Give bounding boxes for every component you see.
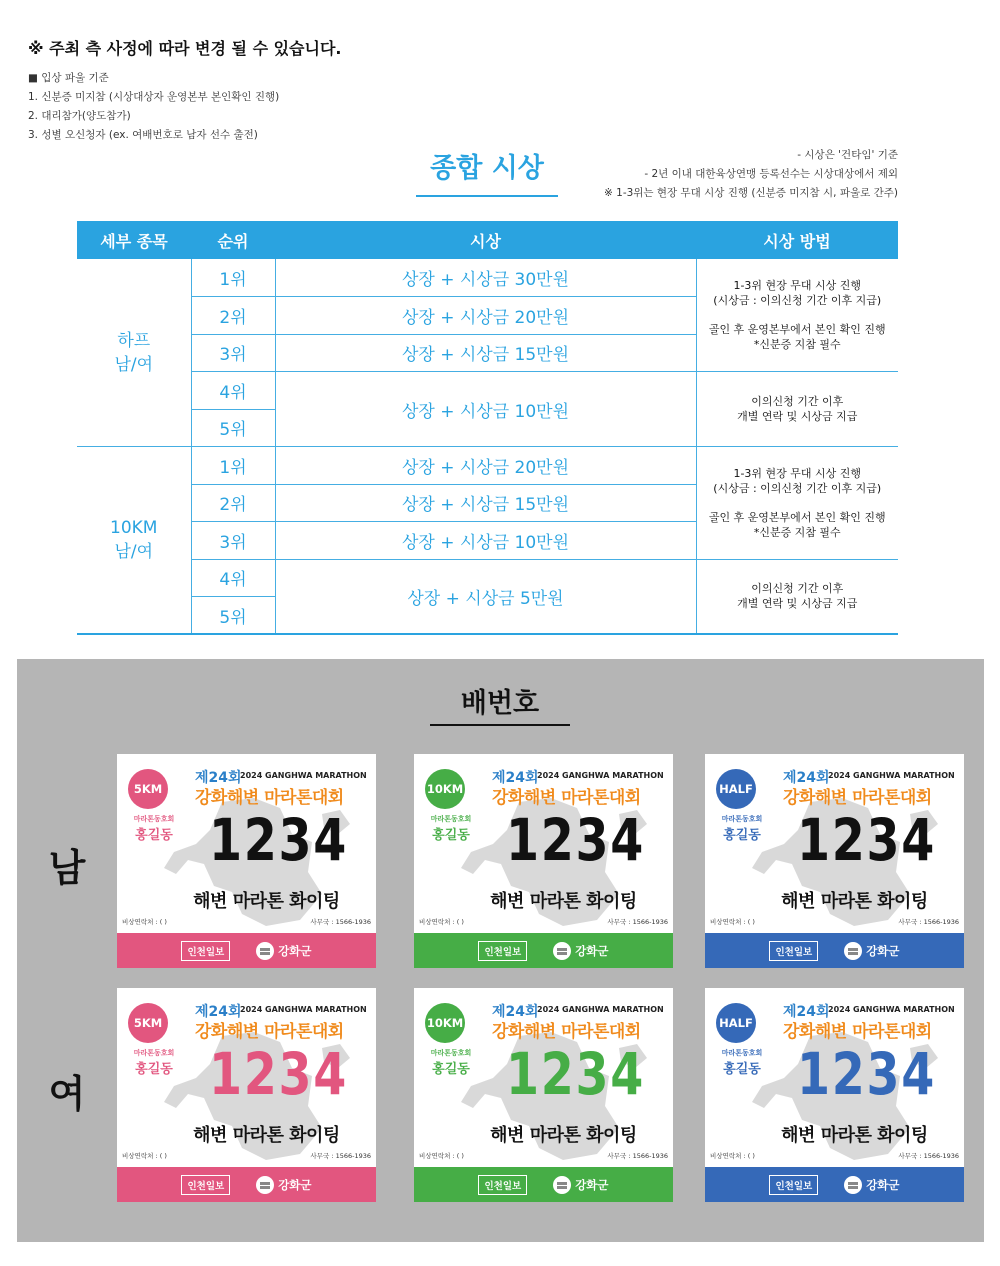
rank-cell: 5위 (191, 597, 275, 635)
edition-label: 제24회 (783, 770, 830, 786)
sponsor-logo-ganghwa (553, 1176, 608, 1194)
prize-cell: 상장 + 시상금 10만원 (275, 522, 696, 560)
prize-cell: 상장 + 시상금 15만원 (275, 484, 696, 522)
rank-cell: 2위 (191, 484, 275, 522)
sponsor-logo-ganghwa (256, 942, 311, 960)
prize-cell: 상장 + 시상금 20만원 (275, 447, 696, 485)
method-line: *신분증 지참 필수 (753, 338, 841, 351)
bib-card (705, 988, 964, 1202)
prize-cell: 상장 + 시상금 10만원 (275, 372, 696, 447)
sponsor-logo-ganghwa (256, 1176, 311, 1194)
runner-name: 홍길동 (723, 828, 761, 843)
office-contact: 사무국 : 1566-1936 (310, 1152, 371, 1160)
club-name: 마라톤동호회 (430, 1049, 472, 1057)
bib-number: 1234 (797, 806, 936, 874)
edition-label: 제24회 (492, 1004, 539, 1020)
table-row (77, 259, 898, 297)
ganghwa-emblem-icon (844, 1176, 862, 1194)
prize-cell: 상장 + 시상금 30만원 (275, 259, 696, 297)
english-title: 2024 GANGHWA MARATHON (537, 771, 664, 780)
slogan: 해변 마라톤 화이팅 (193, 891, 340, 912)
emergency-contact: 비상연락처 : ( ) (419, 1152, 464, 1160)
ganghwa-emblem-icon (844, 942, 862, 960)
awards-table (77, 221, 898, 635)
notice-title: ※ 주최 측 사정에 따라 변경 될 수 있습니다. (28, 39, 342, 58)
bib-card (705, 754, 964, 968)
bib-title: 배번호 (460, 688, 540, 719)
edition-label: 제24회 (195, 770, 242, 786)
method-cell (696, 559, 898, 634)
course-badge: HALF (716, 1003, 756, 1043)
method-line: 이의신청 기간 이후 (751, 582, 844, 596)
office-contact: 사무국 : 1566-1936 (607, 918, 668, 926)
sponsor-name: 강화군 (575, 1177, 609, 1192)
gender-label-female: 여 (48, 1072, 86, 1116)
club-name: 마라톤동호회 (430, 815, 472, 823)
table-row (77, 447, 898, 485)
rank-cell: 4위 (191, 372, 275, 410)
bib-title-underline (430, 724, 570, 726)
ganghwa-emblem-icon (553, 942, 571, 960)
sponsor-logo-incheon-ilbo: 인천일보 (769, 1175, 818, 1195)
method-line: (시상금 : 이의신청 기간 이후 지급) (713, 294, 882, 307)
rank-cell: 1위 (191, 447, 275, 485)
method-line: (시상금 : 이의신청 기간 이후 지급) (713, 481, 882, 495)
edition-label: 제24회 (492, 770, 539, 786)
sponsor-logo-ganghwa (553, 942, 608, 960)
bib-footer (705, 1167, 964, 1202)
event-name: 강화해변 마라톤대회 (783, 1022, 932, 1042)
bib-number: 1234 (209, 806, 348, 874)
method-cell (696, 259, 898, 372)
runner-name: 홍길동 (432, 1062, 470, 1077)
category-cell (77, 447, 191, 635)
rank-cell: 3위 (191, 334, 275, 372)
ganghwa-emblem-icon (256, 1176, 274, 1194)
slogan: 해변 마라톤 화이팅 (781, 1125, 928, 1146)
event-name: 강화해변 마라톤대회 (492, 788, 641, 808)
english-title: 2024 GANGHWA MARATHON (240, 1005, 367, 1014)
english-title: 2024 GANGHWA MARATHON (828, 771, 955, 780)
header-method: 시상 방법 (696, 221, 898, 259)
bib-card (414, 988, 673, 1202)
notice-line: 3. 성별 오신청자 (ex. 여배번호로 남자 선수 출전) (28, 129, 258, 141)
bib-card (414, 754, 673, 968)
award-notes (604, 146, 898, 203)
method-line: 골인 후 운영본부에서 본인 확인 진행 (708, 510, 886, 524)
course-badge: 5KM (128, 769, 168, 809)
awards-title-underline (416, 195, 558, 197)
sponsor-name: 강화군 (866, 943, 900, 958)
method-line: 개별 연락 및 시상금 지급 (737, 410, 858, 423)
header-category: 세부 종목 (77, 221, 191, 259)
notice-section (28, 36, 342, 145)
office-contact: 사무국 : 1566-1936 (310, 918, 371, 926)
course-badge: 10KM (425, 1003, 465, 1043)
bib-footer (414, 1167, 673, 1202)
emergency-contact: 비상연락처 : ( ) (419, 918, 464, 926)
runner-name: 홍길동 (723, 1062, 761, 1077)
bib-footer (117, 1167, 376, 1202)
club-name: 마라톤동호회 (721, 1049, 763, 1057)
sponsor-logo-ganghwa (844, 1176, 899, 1194)
club-name: 마라톤동호회 (721, 815, 763, 823)
method-cell (696, 447, 898, 560)
course-badge: 5KM (128, 1003, 168, 1043)
prize-cell: 상장 + 시상금 20만원 (275, 297, 696, 335)
emergency-contact: 비상연락처 : ( ) (710, 1152, 755, 1160)
sponsor-logo-incheon-ilbo: 인천일보 (478, 941, 527, 961)
edition-label: 제24회 (783, 1004, 830, 1020)
method-line: *신분증 지참 필수 (753, 525, 841, 539)
bib-card (117, 988, 376, 1202)
club-name: 마라톤동호회 (133, 1049, 175, 1057)
rank-cell: 4위 (191, 559, 275, 597)
english-title: 2024 GANGHWA MARATHON (828, 1005, 955, 1014)
sponsor-logo-incheon-ilbo: 인천일보 (181, 941, 230, 961)
course-badge: 10KM (425, 769, 465, 809)
runner-name: 홍길동 (135, 1062, 173, 1077)
bib-footer (414, 933, 673, 968)
notice-line: ■ 입상 파울 기준 (28, 72, 109, 84)
table-row (77, 372, 898, 410)
bib-number: 1234 (209, 1040, 348, 1108)
prize-cell: 상장 + 시상금 15만원 (275, 334, 696, 372)
rank-cell: 1위 (191, 259, 275, 297)
slogan: 해변 마라톤 화이팅 (490, 891, 637, 912)
gender-label-male: 남 (48, 846, 86, 890)
rank-cell: 3위 (191, 522, 275, 560)
slogan: 해변 마라톤 화이팅 (490, 1125, 637, 1146)
office-contact: 사무국 : 1566-1936 (898, 1152, 959, 1160)
method-line: 이의신청 기간 이후 (751, 395, 844, 408)
english-title: 2024 GANGHWA MARATHON (537, 1005, 664, 1014)
office-contact: 사무국 : 1566-1936 (898, 918, 959, 926)
award-note: - 시상은 '건타임' 기준 (797, 149, 898, 161)
header-rank: 순위 (191, 221, 275, 259)
method-line: 1-3위 현장 무대 시상 진행 (733, 466, 862, 480)
award-note: ※ 1-3위는 현장 무대 시상 진행 (신분증 미지참 시, 파울로 간주) (604, 187, 898, 199)
slogan: 해변 마라톤 화이팅 (193, 1125, 340, 1146)
bib-number: 1234 (797, 1040, 936, 1108)
event-name: 강화해변 마라톤대회 (195, 1022, 344, 1042)
award-note: - 2년 이내 대한육상연맹 등록선수는 시상대상에서 제외 (644, 168, 898, 180)
rank-cell: 2위 (191, 297, 275, 335)
sponsor-name: 강화군 (575, 943, 609, 958)
sponsor-name: 강화군 (278, 943, 312, 958)
event-name: 강화해변 마라톤대회 (783, 788, 932, 808)
sponsor-logo-incheon-ilbo: 인천일보 (181, 1175, 230, 1195)
slogan: 해변 마라톤 화이팅 (781, 891, 928, 912)
bib-section (17, 659, 984, 1242)
rank-cell: 5위 (191, 409, 275, 447)
prize-cell: 상장 + 시상금 5만원 (275, 559, 696, 634)
notice-line: 1. 신분증 미지참 (시상대상자 운영본부 본인확인 진행) (28, 91, 280, 103)
bib-footer (705, 933, 964, 968)
emergency-contact: 비상연락처 : ( ) (122, 918, 167, 926)
method-line: 개별 연락 및 시상금 지급 (737, 597, 858, 611)
runner-name: 홍길동 (432, 828, 470, 843)
awards-title: 종합 시상 (430, 153, 544, 184)
bib-number: 1234 (506, 1040, 645, 1108)
notice-line: 2. 대리참가(양도참가) (28, 110, 131, 122)
method-line: 골인 후 운영본부에서 본인 확인 진행 (708, 323, 886, 336)
sponsor-logo-ganghwa (844, 942, 899, 960)
event-name: 강화해변 마라톤대회 (195, 788, 344, 808)
awards-header-row (77, 221, 898, 259)
sponsor-name: 강화군 (866, 1177, 900, 1192)
event-name: 강화해변 마라톤대회 (492, 1022, 641, 1042)
edition-label: 제24회 (195, 1004, 242, 1020)
sponsor-logo-incheon-ilbo: 인천일보 (478, 1175, 527, 1195)
bib-footer (117, 933, 376, 968)
bib-number: 1234 (506, 806, 645, 874)
club-name: 마라톤동호회 (133, 815, 175, 823)
emergency-contact: 비상연락처 : ( ) (122, 1152, 167, 1160)
category-cell (77, 259, 191, 447)
category-name: 10KM (110, 518, 158, 538)
bib-card (117, 754, 376, 968)
method-cell (696, 372, 898, 447)
category-name: 하프 (117, 330, 151, 351)
table-row (77, 559, 898, 597)
sponsor-logo-incheon-ilbo: 인천일보 (769, 941, 818, 961)
emergency-contact: 비상연락처 : ( ) (710, 918, 755, 926)
ganghwa-emblem-icon (256, 942, 274, 960)
method-line: 1-3위 현장 무대 시상 진행 (733, 279, 862, 292)
english-title: 2024 GANGHWA MARATHON (240, 771, 367, 780)
category-gender: 남/여 (114, 542, 154, 562)
ganghwa-emblem-icon (553, 1176, 571, 1194)
office-contact: 사무국 : 1566-1936 (607, 1152, 668, 1160)
category-gender: 남/여 (114, 354, 154, 375)
runner-name: 홍길동 (135, 828, 173, 843)
course-badge: HALF (716, 769, 756, 809)
sponsor-name: 강화군 (278, 1177, 312, 1192)
header-prize: 시상 (275, 221, 696, 259)
